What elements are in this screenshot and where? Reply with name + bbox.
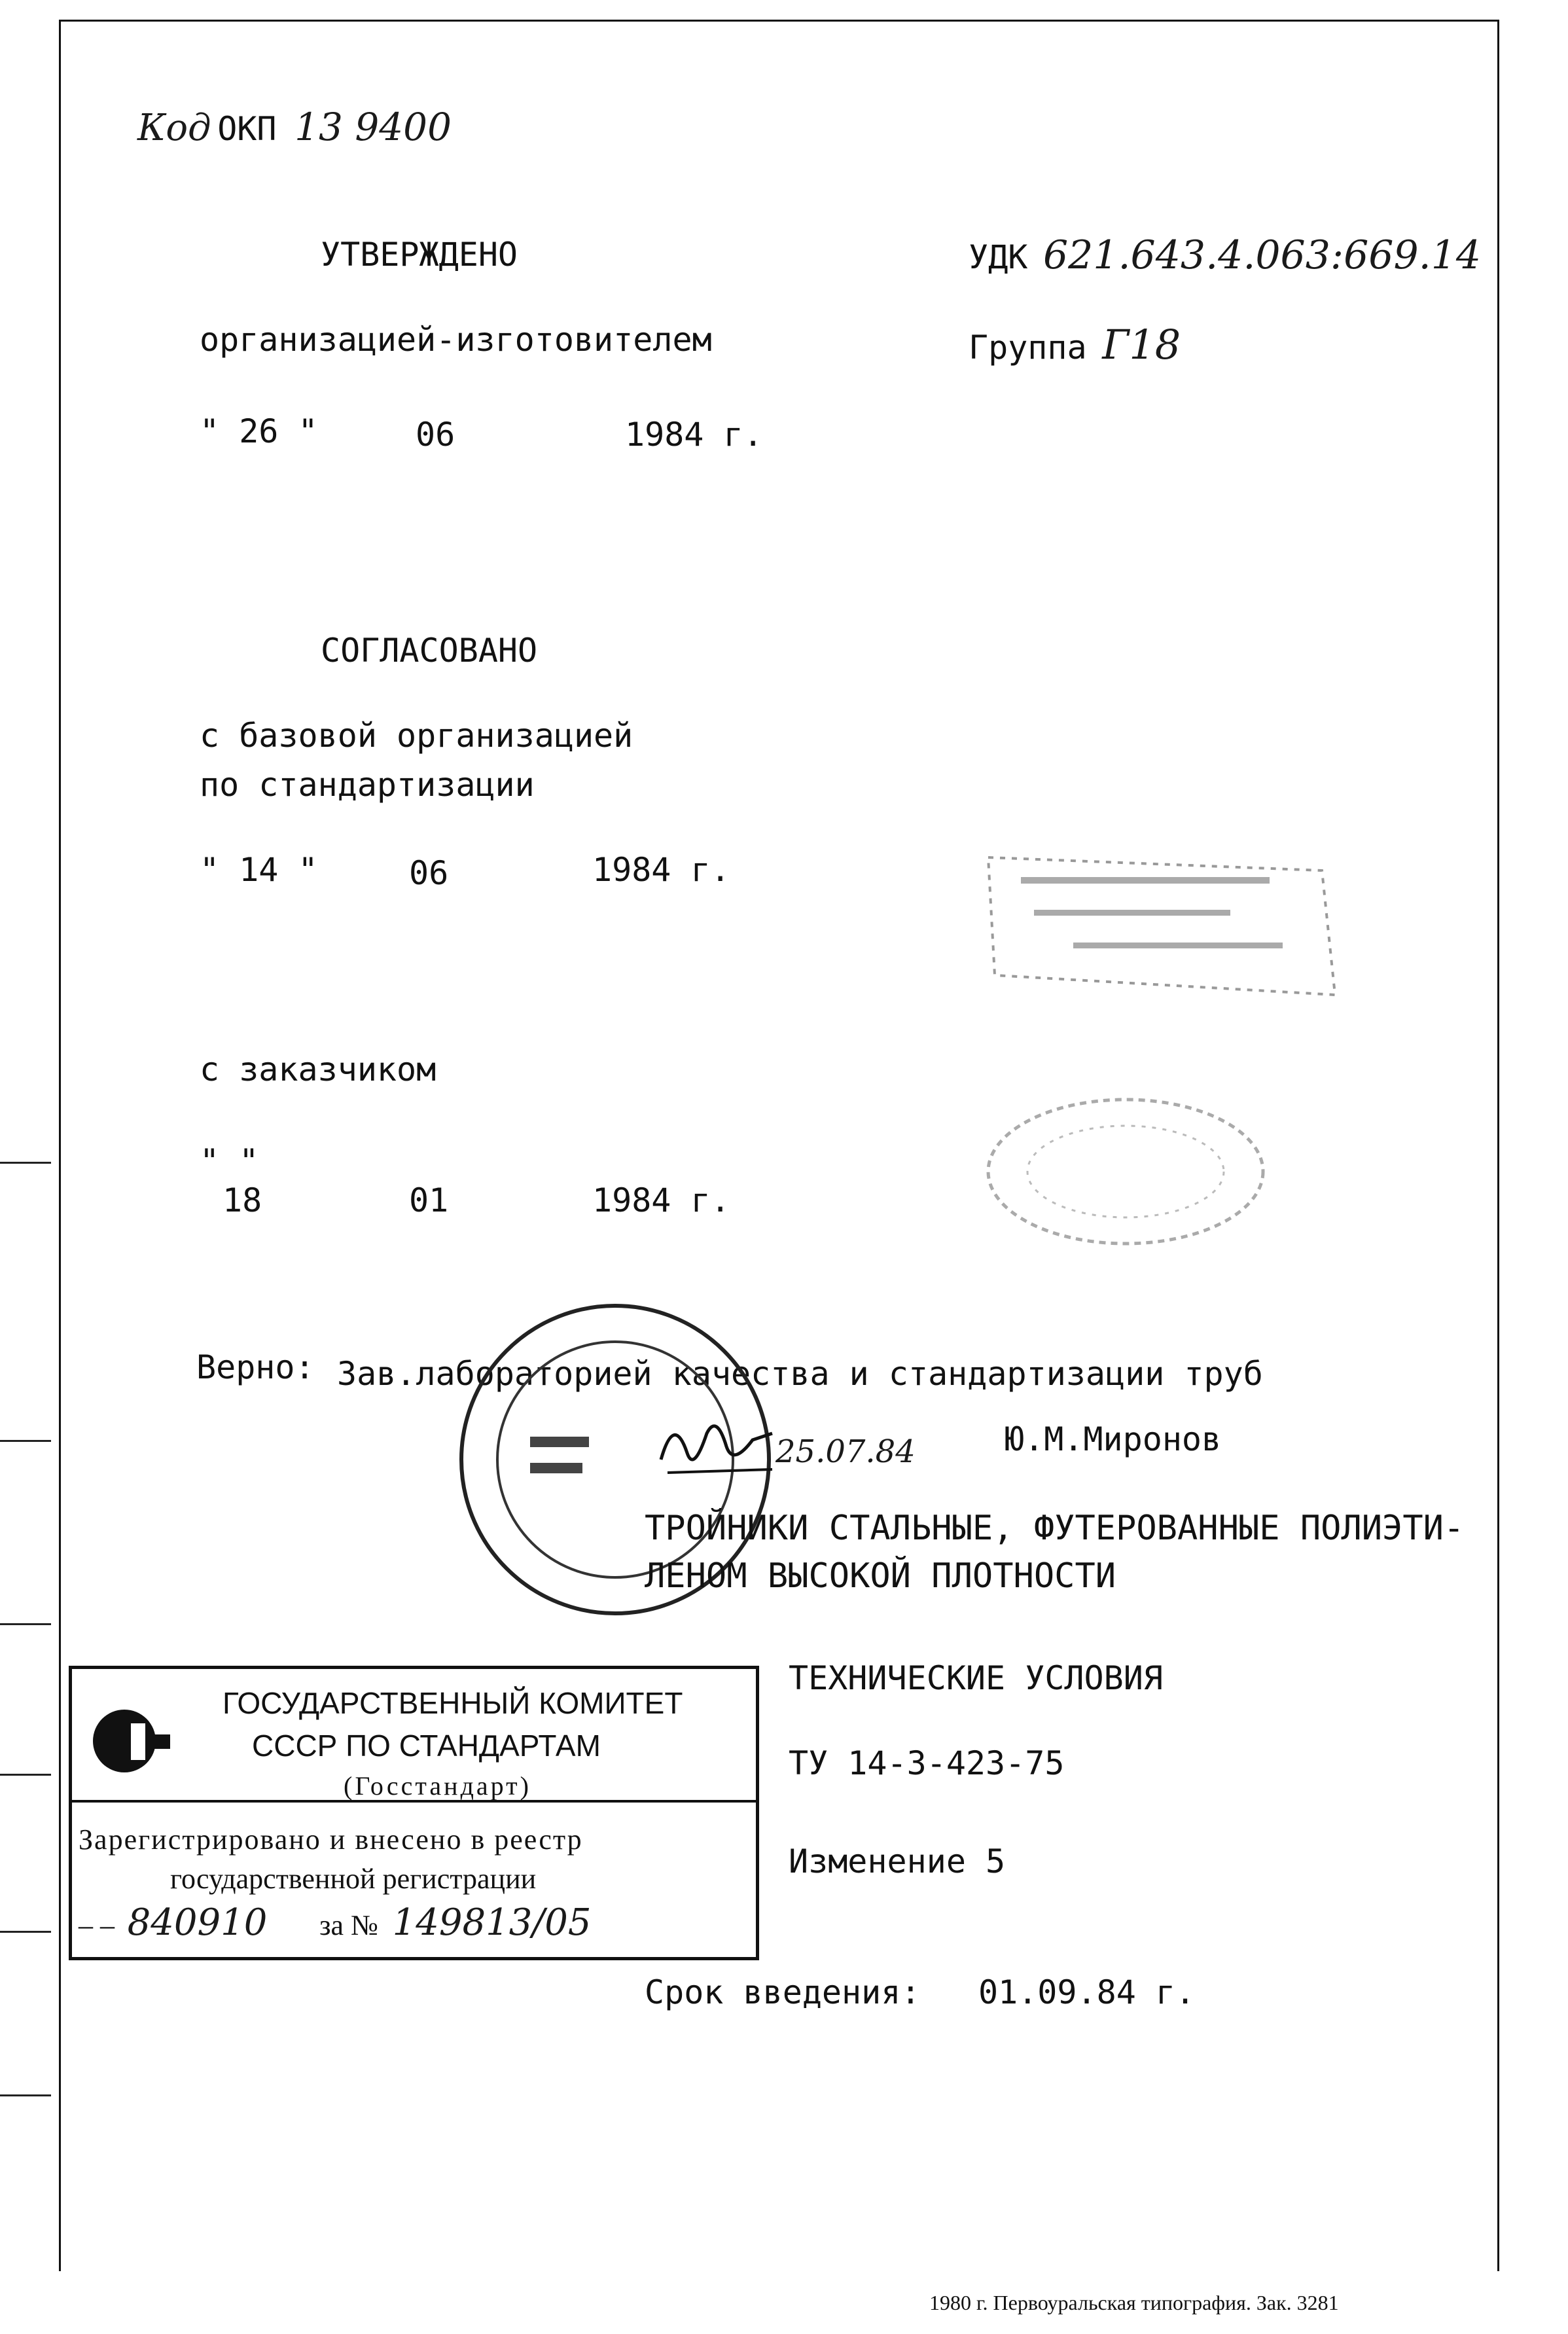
stamp-reg-dash: – – — [79, 1909, 115, 1941]
printer-imprint: 1980 г. Первоуральская типография. Зак. 3281 — [929, 2291, 1339, 2314]
approved-month: 06 — [416, 416, 455, 454]
agreed-customer-quotes: " " — [200, 1142, 259, 1180]
margin-tick — [0, 1931, 51, 1933]
effective-date: 01.09.84 г. — [978, 1973, 1196, 2011]
agreed-base-line2: по стандартизации — [200, 766, 535, 804]
stamp-org-line2: СССР ПО СТАНДАРТАМ — [252, 1729, 601, 1763]
agreed-title: СОГЛАСОВАНО — [321, 632, 538, 670]
okp-code: 13 9400 — [294, 105, 452, 149]
udk-line — [969, 232, 1481, 278]
document-change: Изменение 5 — [789, 1842, 1006, 1880]
stamp-reg-number-row — [79, 1901, 592, 1944]
effective-label: Срок введения: — [645, 1973, 921, 2011]
stamp-reg-no-label: за № — [319, 1909, 378, 1941]
stamp-org-line3: (Госстандарт) — [344, 1771, 531, 1801]
okp-line — [137, 105, 452, 149]
udk-value: 621.643.4.063:669.14 — [1042, 232, 1482, 278]
top-border — [59, 20, 1499, 22]
gosstandart-logo-icon — [88, 1705, 173, 1777]
group-line — [969, 321, 1181, 368]
signature-date: 25.07.84 — [775, 1433, 916, 1470]
agreed-customer: с заказчиком — [200, 1050, 437, 1088]
margin-tick — [0, 1774, 51, 1776]
stamp-reg-no: 149813/05 — [392, 1901, 592, 1944]
agreed-base-month: 06 — [409, 854, 449, 892]
agreed-customer-day: 18 — [223, 1181, 262, 1219]
document-code: ТУ 14-3-423-75 — [789, 1744, 1065, 1782]
udk-label: УДК — [969, 238, 1028, 276]
left-border — [59, 20, 61, 2271]
group-label: Группа — [969, 329, 1087, 367]
agreed-base-line1: с базовой организацией — [200, 717, 633, 755]
certifier-name: Ю.М.Миронов — [1005, 1420, 1222, 1458]
signature-mark — [654, 1407, 779, 1486]
stamp-reg-line2: государственной регистрации — [170, 1863, 537, 1895]
okp-label: ОКП — [217, 110, 277, 148]
document-title-line2: ЛЕНОМ ВЫСОКОЙ ПЛОТНОСТИ — [645, 1556, 1116, 1596]
approved-year: 1984 г. — [625, 416, 763, 454]
okp-handwritten-prefix: Код — [137, 107, 211, 149]
approved-day: " 26 " — [200, 412, 318, 450]
document-type: ТЕХНИЧЕСКИЕ УСЛОВИЯ — [789, 1659, 1163, 1697]
margin-tick — [0, 1162, 51, 1164]
document-title-line1: ТРОЙНИКИ СТАЛЬНЫЕ, ФУТЕРОВАННЫЕ ПОЛИЭТИ- — [645, 1509, 1465, 1548]
stamp-reg-date: 840910 — [127, 1901, 268, 1944]
approved-by: организацией-изготовителем — [200, 321, 712, 359]
stamp-reg-line1: Зарегистрировано и внесено в реестр — [79, 1823, 583, 1856]
margin-tick — [0, 1440, 51, 1442]
margin-tick — [0, 2094, 51, 2096]
agreed-base-day: " 14 " — [200, 851, 318, 889]
agreed-customer-year: 1984 г. — [592, 1181, 730, 1219]
verno-label: Верно: — [196, 1348, 315, 1386]
faint-oval-stamp — [975, 1080, 1289, 1263]
agreed-base-year: 1984 г. — [592, 851, 730, 889]
right-border — [1497, 20, 1499, 2271]
faint-rectangular-stamp — [982, 831, 1348, 1014]
agreed-customer-month: 01 — [409, 1181, 449, 1219]
group-value: Г18 — [1102, 321, 1181, 368]
certification-position: Зав.лабораторией качества и стандартизации труб — [337, 1355, 1263, 1393]
margin-tick — [0, 1623, 51, 1625]
approved-title: УТВЕРЖДЕНО — [321, 236, 518, 274]
stamp-org-line1: ГОСУДАРСТВЕННЫЙ КОМИТЕТ — [223, 1686, 683, 1720]
